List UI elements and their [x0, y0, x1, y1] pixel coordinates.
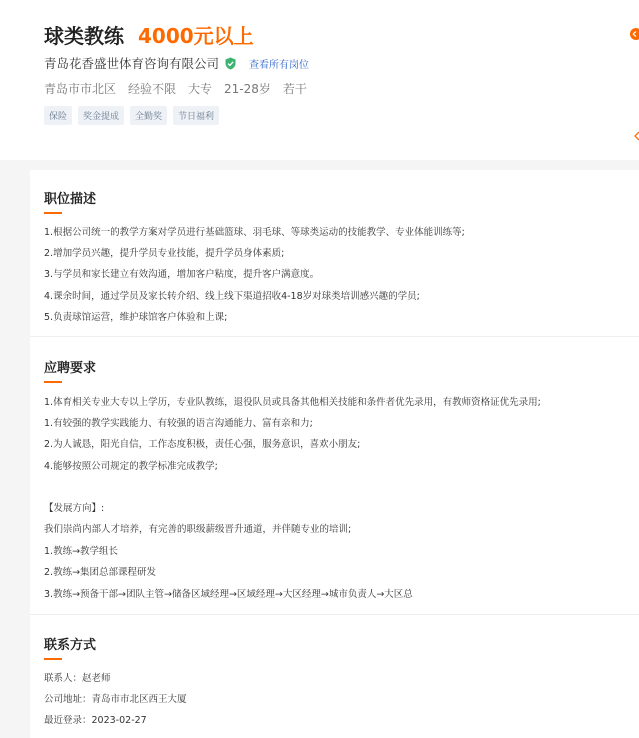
company-name[interactable]: 青岛花香盛世体育咨询有限公司 [44, 56, 220, 71]
meta-age: 21-28岁 [224, 82, 271, 96]
requirement-line: 1.体育相关专业大专以上学历，专业队教练，退役队员或具备其他相关技能和条件者优先录用，有教师资格证优先录用; [44, 397, 541, 408]
salary: 4000元以上 [138, 24, 254, 48]
meta-experience: 经验不限 [128, 82, 177, 96]
company-address: 公司地址：青岛市市北区西王大厦 [44, 694, 187, 705]
contact-section [44, 634, 96, 660]
benefit-tag: 节日福利 [173, 106, 219, 125]
requirement-line: 1.有较强的教学实践能力、有较强的语言沟通能力、富有亲和力; [44, 418, 313, 429]
job-header [0, 0, 639, 160]
development-line: 3.教练→预备干部→团队主管→储备区域经理→区域经理→大区经理→城市负责人→大区总 [44, 589, 413, 600]
side-toolbar-icon[interactable] [634, 126, 639, 136]
description-line: 5.负责球馆运营，维护球馆客户体验和上课; [44, 312, 228, 323]
section-divider [30, 336, 639, 337]
share-icon[interactable] [627, 26, 639, 40]
job-detail-panel [30, 170, 639, 738]
development-line: 1.教练→教学组长 [44, 546, 119, 557]
job-title: 球类教练 [44, 24, 124, 48]
benefit-tag: 奖金提成 [78, 106, 124, 125]
requirement-line: 4.能够按照公司规定的教学标准完成教学; [44, 461, 218, 472]
title-row [44, 20, 254, 49]
contact-person: 联系人：赵老师 [44, 673, 111, 684]
verified-badge-icon [224, 57, 237, 70]
company-row [44, 54, 309, 72]
section-underline [44, 212, 62, 214]
description-line: 3.与学员和家长建立有效沟通，增加客户粘度，提升客户满意度。 [44, 269, 320, 280]
job-meta [44, 80, 319, 97]
description-line: 2.增加学员兴趣，提升学员专业技能，提升学员身体素质; [44, 248, 285, 259]
last-login: 最近登录：2023-02-27 [44, 715, 147, 726]
meta-headcount: 若干 [282, 82, 307, 96]
description-line: 1.根据公司统一的教学方案对学员进行基础篮球、羽毛球、等球类运动的技能教学、专业体能训练等; [44, 227, 465, 238]
requirement-line: 2.为人诚恳，阳光自信，工作态度积极，责任心强，服务意识，喜欢小朋友; [44, 439, 361, 450]
requirements-section [44, 357, 96, 383]
section-underline [44, 658, 62, 660]
benefit-tag: 全勤奖 [130, 106, 167, 125]
section-underline [44, 381, 62, 383]
description-section [44, 188, 96, 214]
benefit-tag: 保险 [44, 106, 72, 125]
meta-education: 大专 [188, 82, 213, 96]
section-title: 职位描述 [44, 192, 97, 207]
development-title: 【发展方向】: [44, 503, 105, 514]
description-line: 4.课余时间，通过学员及家长转介绍、线上线下渠道招收4-18岁对球类培训感兴趣的学员; [44, 291, 420, 302]
development-line: 2.教练→集团总部课程研发 [44, 567, 157, 578]
development-line: 我们崇尚内部人才培养，有完善的职级薪级晋升通道，并伴随专业的培训; [44, 524, 352, 535]
benefit-tags [44, 106, 225, 125]
meta-location: 青岛市市北区 [44, 82, 117, 96]
section-title: 联系方式 [44, 638, 97, 653]
section-title: 应聘要求 [44, 361, 97, 376]
see-all-jobs-link[interactable]: 查看所有岗位 [249, 59, 310, 71]
section-divider [30, 614, 639, 615]
